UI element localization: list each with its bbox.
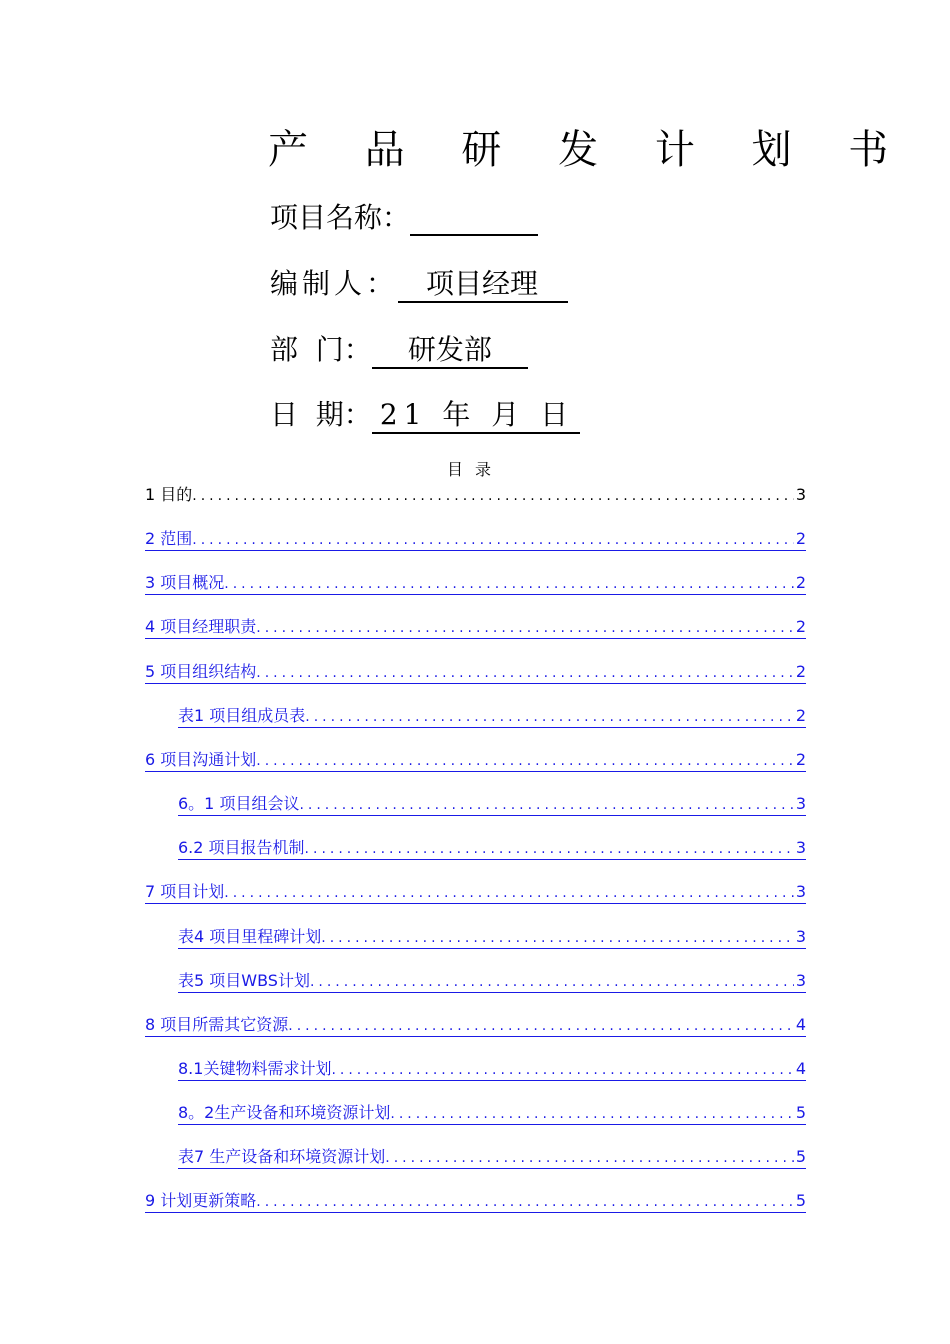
- toc-leader-dots: [305, 838, 794, 860]
- author-field: [270, 266, 568, 303]
- toc-leader-dots: [224, 573, 794, 595]
- toc-entry-page: 5: [795, 1103, 806, 1122]
- toc-leader-dots: [256, 617, 794, 639]
- toc-entry[interactable]: [145, 1190, 806, 1213]
- toc-entry-title: 6 项目沟通计划: [145, 750, 257, 769]
- toc-entry[interactable]: [145, 616, 806, 639]
- toc-entry-page: 3: [795, 485, 806, 504]
- toc-entry: [145, 484, 806, 506]
- date-label: 日 期：: [270, 398, 372, 431]
- toc-entry-title: 8.1关键物料需求计划: [178, 1059, 332, 1078]
- toc-leader-dots: [390, 1103, 793, 1125]
- toc-entry[interactable]: [178, 970, 806, 993]
- toc-entry-page: 4: [795, 1015, 806, 1034]
- toc-entry-page: 2: [795, 706, 806, 725]
- project-name-value[interactable]: [410, 200, 538, 236]
- toc-entry-page: 3: [795, 882, 806, 901]
- toc-entry-page: 2: [795, 573, 806, 592]
- toc-leader-dots: [331, 1059, 793, 1081]
- toc-entry-page: 3: [795, 838, 806, 857]
- toc-entry-title: 表7 生产设备和环境资源计划: [178, 1147, 386, 1166]
- toc-entry[interactable]: [178, 1058, 806, 1081]
- toc-entry-title: 3 项目概况: [145, 573, 225, 592]
- toc-entry[interactable]: [145, 661, 806, 684]
- department-value[interactable]: 研发部: [372, 333, 528, 369]
- toc-entry[interactable]: [178, 705, 806, 728]
- toc-entry-title: 9 计划更新策略: [145, 1191, 257, 1210]
- toc-leader-dots: [192, 529, 794, 551]
- toc-entry-title: 5 项目组织结构: [145, 662, 257, 681]
- toc-leader-dots: [256, 662, 794, 684]
- toc-entry-page: 3: [795, 927, 806, 946]
- toc-heading: 目录: [446, 460, 503, 479]
- toc-entry-page: 2: [795, 617, 806, 636]
- document-title: 产 品 研 发 计 划 书: [268, 127, 911, 173]
- toc-entry-title: 6。1 项目组会议: [178, 794, 300, 813]
- toc-entry-page: 2: [795, 750, 806, 769]
- toc-leader-dots: [224, 882, 794, 904]
- toc-entry-title: 表4 项目里程碑计划: [178, 927, 322, 946]
- toc-entry-page: 3: [795, 971, 806, 990]
- toc-entry-page: 4: [795, 1059, 806, 1078]
- toc-leader-dots: [299, 794, 793, 816]
- toc-entry-page: 5: [795, 1147, 806, 1166]
- toc-entry-title: 表1 项目组成员表: [178, 706, 306, 725]
- toc-entry[interactable]: [145, 881, 806, 904]
- date-value[interactable]: 21 年 月 日: [372, 398, 580, 434]
- toc-entry-title: 6.2 项目报告机制: [178, 838, 305, 857]
- project-name-field: [270, 200, 538, 236]
- toc-entry[interactable]: [178, 1146, 806, 1169]
- toc-entry[interactable]: [178, 793, 806, 816]
- toc-entry[interactable]: [145, 1014, 806, 1037]
- toc-entry-page: 3: [795, 794, 806, 813]
- toc-leader-dots: [310, 971, 794, 993]
- toc-entry-page: 2: [795, 529, 806, 548]
- author-value[interactable]: 项目经理: [398, 267, 568, 303]
- toc-leader-dots: [256, 1191, 794, 1213]
- toc-leader-dots: [288, 1015, 794, 1037]
- toc-entry-title: 8 项目所需其它资源: [145, 1015, 289, 1034]
- toc-entry[interactable]: [145, 528, 806, 551]
- department-label: 部 门：: [270, 333, 372, 366]
- toc-entry-title: 7 项目计划: [145, 882, 225, 901]
- toc-leader-dots: [385, 1147, 794, 1169]
- toc-entry[interactable]: [178, 1102, 806, 1125]
- toc-entry[interactable]: [178, 837, 806, 860]
- toc-entry-title: 2 范围: [145, 529, 193, 548]
- toc-leader-dots: [305, 706, 794, 728]
- date-field: [270, 397, 580, 434]
- department-field: [270, 332, 528, 369]
- toc-entry-title: 表5 项目WBS计划: [178, 971, 310, 990]
- toc-entry-title: 1 目的: [145, 485, 193, 504]
- project-name-label: 项目名称：: [270, 201, 411, 234]
- toc-entry-title: 8。2生产设备和环境资源计划: [178, 1103, 391, 1122]
- toc-leader-dots: [256, 750, 794, 772]
- toc-entry-page: 5: [795, 1191, 806, 1210]
- toc-entry-page: 2: [795, 662, 806, 681]
- author-label: 编制人：: [270, 267, 399, 300]
- toc-entry[interactable]: [145, 749, 806, 772]
- toc-leader-dots: [192, 485, 794, 506]
- toc-entry[interactable]: [145, 572, 806, 595]
- toc-entry[interactable]: [178, 926, 806, 949]
- toc-entry-title: 4 项目经理职责: [145, 617, 257, 636]
- toc-leader-dots: [321, 927, 794, 949]
